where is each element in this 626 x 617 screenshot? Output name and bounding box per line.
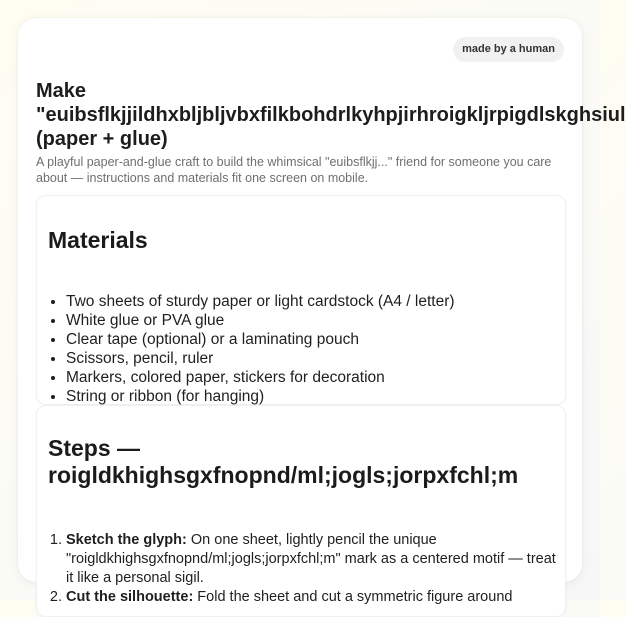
- craft-card: [18, 18, 626, 605]
- page-subtitle: A playful paper-and-glue craft to build the whimsical "euibsflkjj..." friend for someone you care about — instructions and materials fit one screen on mobile.: [36, 155, 552, 185]
- materials-item: • Markers, colored paper, stickers for decoration: [66, 368, 455, 387]
- steps-list: [48, 531, 566, 607]
- page-title: [36, 79, 626, 151]
- steps-heading-line-1: Steps —: [48, 435, 141, 461]
- materials-item: • Two sheets of sturdy paper or light cardstock (A4 / letter): [66, 292, 455, 311]
- steps-section: [36, 405, 566, 617]
- step-item: [66, 588, 566, 607]
- step-title: Sketch the glyph:: [66, 532, 187, 548]
- materials-section: [36, 195, 566, 405]
- materials-list: [48, 292, 455, 406]
- step-text: Fold the sheet and cut a symmetric figure around: [193, 589, 513, 605]
- materials-item: • Scissors, pencil, ruler: [66, 349, 455, 368]
- materials-item: • String or ribbon (for hanging): [66, 387, 455, 406]
- made-by-human-badge: made by a human: [453, 37, 564, 62]
- step-item: [66, 531, 566, 588]
- step-title: Cut the silhouette:: [66, 589, 194, 605]
- step-text: On one sheet, lightly pencil the unique "roigldkhighsgxfnopnd/ml;jogls;jorpxfchl;m" mark as a centered motif — treat it like a personal sigil.: [66, 532, 556, 586]
- page-title-line-2: "euibsflkjjildhxbljbljvbxfilkbohdrlkyhpjirhroigkljrpigdlskghsiul: [36, 104, 626, 126]
- page-title-line-1: Make: [36, 80, 87, 102]
- materials-heading: Materials: [48, 227, 148, 253]
- page-title-line-3: (paper + glue): [36, 128, 168, 150]
- steps-heading: [48, 435, 558, 489]
- materials-item: • Clear tape (optional) or a laminating pouch: [66, 330, 455, 349]
- materials-item: • White glue or PVA glue: [66, 311, 455, 330]
- steps-heading-line-2: roigldkhighsgxfnopnd/ml;jogls;jorpxfchl;m: [48, 462, 519, 488]
